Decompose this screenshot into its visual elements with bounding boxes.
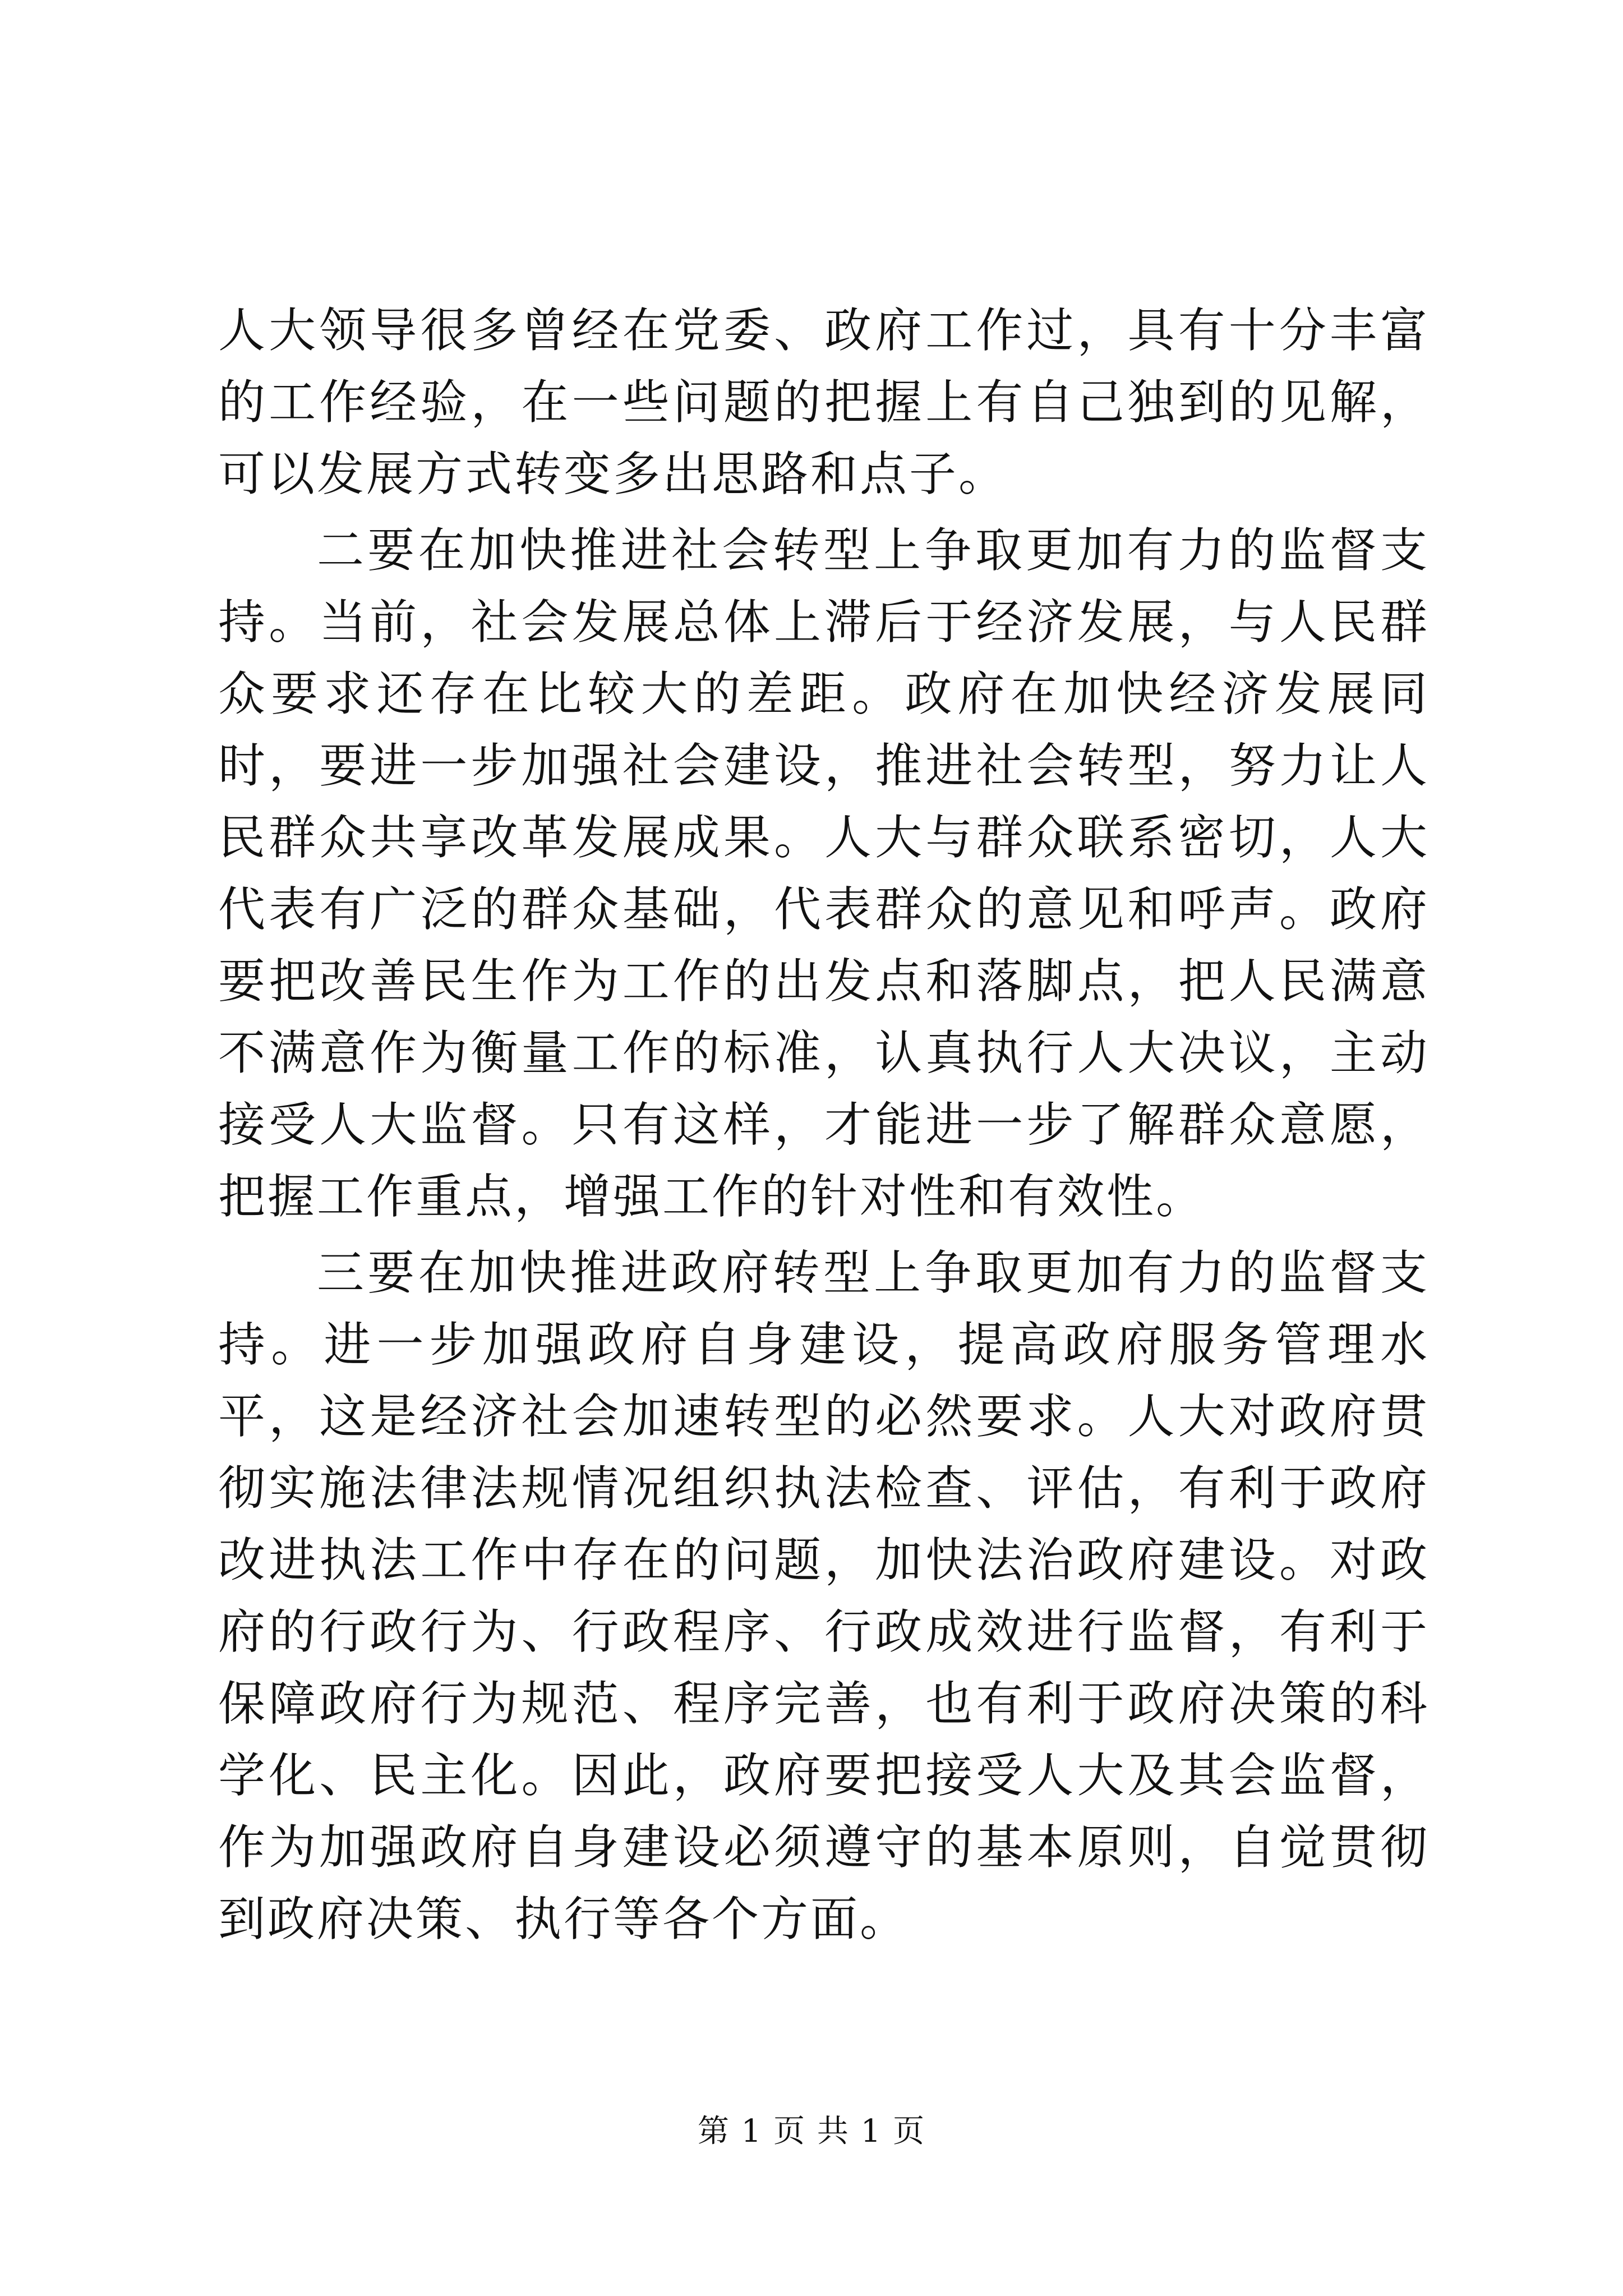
document-body <box>218 295 1430 1959</box>
paragraph-1: 人大领导很多曾经在党委、政府工作过，具有十分丰富的工作经验，在一些问题的把握上有自己独到的见解，可以发展方式转变多出思路和点子。 <box>218 303 1430 501</box>
paragraph-2: 二要在加快推进社会转型上争取更加有力的监督支持。当前，社会发展总体上滞后于经济发展，与人民群众要求还存在比较大的差距。政府在加快经济发展同时，要进一步加强社会建设，推进社会转型，努力让人民群众共享改革发展成果。人大与群众联系密切，人大代表有广泛的群众基础，代表群众的意见和呼声。政府要把改善民生作为工作的出发点和落脚点，把人民满意不满意作为衡量工作的标准，认真执行人大决议，主动接受人大监督。只有这样，才能进一步了解群众意愿，把握工作重点，增强工作的针对性和有效性。 <box>218 523 1430 1224</box>
paragraph-3: 三要在加快推进政府转型上争取更加有力的监督支持。进一步加强政府自身建设，提高政府服务管理水平，这是经济社会加速转型的必然要求。人大对政府贯彻实施法律法规情况组织执法检查、评估，有利于政府改进执法工作中存在的问题，加快法治政府建设。对政府的行政行为、行政程序、行政成效进行监督，有利于保障政府行为规范、程序完善，也有利于政府决策的科学化、民主化。因此，政府要把接受人大及其会监督，作为加强政府自身建设必须遵守的基本原则，自觉贯彻到政府决策、执行等各个方面。 <box>218 1245 1430 1947</box>
page-footer: 第 1 页 共 1 页 <box>697 2113 926 2150</box>
